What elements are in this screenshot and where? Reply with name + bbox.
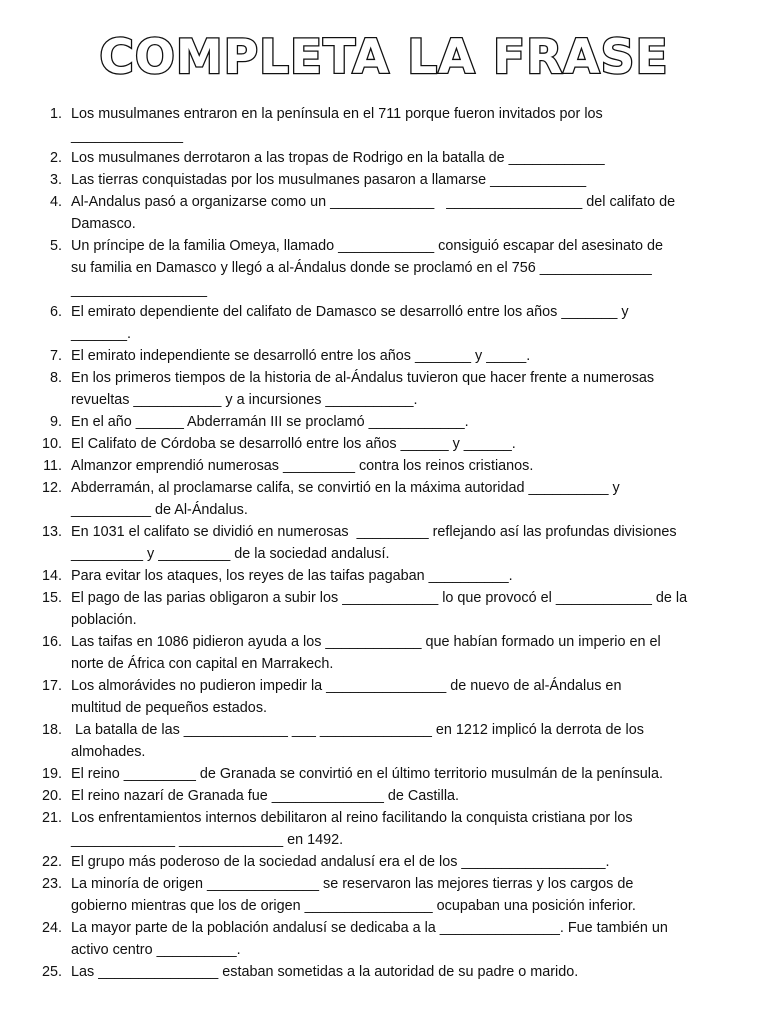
question-line: El reino nazarí de Granada fue ______________ de Castilla. [71, 788, 460, 804]
question-number: 9. [49, 414, 62, 430]
question-line: Almanzor emprendió numerosas _________ contra los reinos cristianos. [71, 458, 534, 474]
question-number: 16. [41, 634, 62, 650]
question-line: Los enfrentamientos internos debilitaron al reino facilitando la conquista cristiana por los [71, 810, 633, 826]
question-item [0, 961, 768, 983]
question-item [0, 169, 768, 191]
question-line: norte de África con capital en Marrakech. [71, 656, 334, 672]
question-item [0, 103, 768, 147]
question-item [0, 477, 768, 521]
question-text [71, 345, 719, 367]
question-line: La minoría de origen ______________ se reservaron las mejores tierras y los cargos de [71, 876, 634, 892]
question-line: gobierno mientras que los de origen ________________ ocupaban una posición inferior. [71, 898, 636, 914]
question-item [0, 631, 768, 675]
question-number: 8. [49, 370, 62, 386]
question-line: ______________ [71, 128, 184, 144]
question-line: activo centro __________. [71, 942, 241, 958]
question-line: Los musulmanes derrotaron a las tropas de Rodrigo en la batalla de ____________ [71, 150, 605, 166]
question-item [0, 675, 768, 719]
question-line: almohades. [71, 744, 146, 760]
question-item [0, 587, 768, 631]
question-number: 7. [49, 348, 62, 364]
question-text [71, 169, 719, 191]
question-number: 6. [49, 304, 62, 320]
question-text [71, 587, 719, 631]
question-text [71, 961, 719, 983]
question-text [71, 521, 719, 565]
question-item [0, 147, 768, 169]
question-number: 4. [49, 194, 62, 210]
question-text [71, 103, 719, 147]
question-text [71, 763, 719, 785]
question-number: 21. [41, 810, 62, 826]
question-line: El emirato independiente se desarrolló entre los años _______ y _____. [71, 348, 531, 364]
question-line: revueltas ___________ y a incursiones ___________. [71, 392, 418, 408]
question-line: multitud de pequeños estados. [71, 700, 268, 716]
question-item [0, 917, 768, 961]
question-line: _____________ _____________ en 1492. [71, 832, 344, 848]
question-line: El pago de las parias obligaron a subir los ____________ lo que provocó el ____________ de la [71, 590, 688, 606]
question-line: Un príncipe de la familia Omeya, llamado ____________ consiguió escapar del asesinato de [71, 238, 663, 254]
question-text [71, 675, 719, 719]
question-item [0, 521, 768, 565]
question-line: Las _______________ estaban sometidas a la autoridad de su padre o marido. [71, 964, 579, 980]
question-line: población. [71, 612, 137, 628]
question-item [0, 851, 768, 873]
question-number: 10. [41, 436, 62, 452]
question-item [0, 785, 768, 807]
question-line: Las taifas en 1086 pidieron ayuda a los ____________ que habían formado un imperio en el [71, 634, 661, 650]
question-text [71, 411, 719, 433]
question-line: La mayor parte de la población andalusí se dedicaba a la _______________. Fue también un [71, 920, 668, 936]
question-text [71, 565, 719, 587]
question-number: 13. [41, 524, 62, 540]
question-text [71, 477, 719, 521]
question-text [71, 433, 719, 455]
question-line: _________________ [71, 282, 208, 298]
question-line: su familia en Damasco y llegó a al-Ándalus donde se proclamó en el 756 ______________ [71, 260, 652, 276]
question-item [0, 433, 768, 455]
question-number: 25. [41, 964, 62, 980]
question-item [0, 411, 768, 433]
question-item [0, 345, 768, 367]
question-line: El emirato dependiente del califato de Damasco se desarrolló entre los años _______ y [71, 304, 629, 320]
question-text [71, 367, 719, 411]
question-number: 2. [49, 150, 62, 166]
question-number: 24. [41, 920, 62, 936]
question-line: El grupo más poderoso de la sociedad andalusí era el de los __________________. [71, 854, 610, 870]
question-line: En el año ______ Abderramán III se proclamó ____________. [71, 414, 469, 430]
question-item [0, 301, 768, 345]
question-text [71, 301, 719, 345]
question-number: 11. [43, 458, 62, 474]
question-line: _________ y _________ de la sociedad andalusí. [71, 546, 390, 562]
question-item [0, 719, 768, 763]
question-text [71, 917, 719, 961]
question-number: 15. [41, 590, 62, 606]
question-list [0, 103, 768, 983]
question-text [71, 191, 719, 235]
question-line: Abderramán, al proclamarse califa, se convirtió en la máxima autoridad __________ y [71, 480, 620, 496]
question-text [71, 235, 719, 301]
question-line: En 1031 el califato se dividió en numerosas _________ reflejando así las profundas divisiones [71, 524, 677, 540]
question-item [0, 235, 768, 301]
question-item [0, 807, 768, 851]
question-line: Damasco. [71, 216, 136, 232]
question-text [71, 455, 719, 477]
question-text [71, 873, 719, 917]
question-line: _______. [71, 326, 132, 342]
question-item [0, 455, 768, 477]
question-number: 17. [41, 678, 62, 694]
question-line: Para evitar los ataques, los reyes de las taifas pagaban __________. [71, 568, 513, 584]
question-number: 5. [49, 238, 62, 254]
question-line: Los almorávides no pudieron impedir la _______________ de nuevo de al-Ándalus en [71, 678, 622, 694]
question-item [0, 565, 768, 587]
question-item [0, 873, 768, 917]
question-number: 23. [41, 876, 62, 892]
question-number: 18. [41, 722, 62, 738]
question-item [0, 367, 768, 411]
question-line: El reino _________ de Granada se convirtió en el último territorio musulmán de la península. [71, 766, 663, 782]
question-line: Al-Andalus pasó a organizarse como un _____________ _________________ del califato de [71, 194, 676, 210]
question-line: Las tierras conquistadas por los musulmanes pasaron a llamarse ____________ [71, 172, 587, 188]
question-number: 3. [49, 172, 62, 188]
question-text [71, 785, 719, 807]
question-number: 1. [49, 106, 62, 122]
question-text [71, 719, 719, 763]
question-text [71, 851, 719, 873]
question-line: El Califato de Córdoba se desarrolló entre los años ______ y ______. [71, 436, 516, 452]
page-title: COMPLETA LA FRASE [99, 30, 669, 85]
question-number: 14. [41, 568, 62, 584]
question-line: En los primeros tiempos de la historia de al-Ándalus tuvieron que hacer frente a numerosas [71, 370, 655, 386]
question-number: 19. [41, 766, 62, 782]
question-number: 22. [41, 854, 62, 870]
question-text [71, 631, 719, 675]
question-text [71, 807, 719, 851]
question-item [0, 763, 768, 785]
question-number: 20. [41, 788, 62, 804]
question-line: Los musulmanes entraron en la península en el 711 porque fueron invitados por los [71, 106, 603, 122]
question-text [71, 147, 719, 169]
question-number: 12. [41, 480, 62, 496]
question-line: La batalla de las _____________ ___ ______________ en 1212 implicó la derrota de los [71, 722, 644, 738]
question-line: __________ de Al-Ándalus. [71, 502, 248, 518]
question-item [0, 191, 768, 235]
